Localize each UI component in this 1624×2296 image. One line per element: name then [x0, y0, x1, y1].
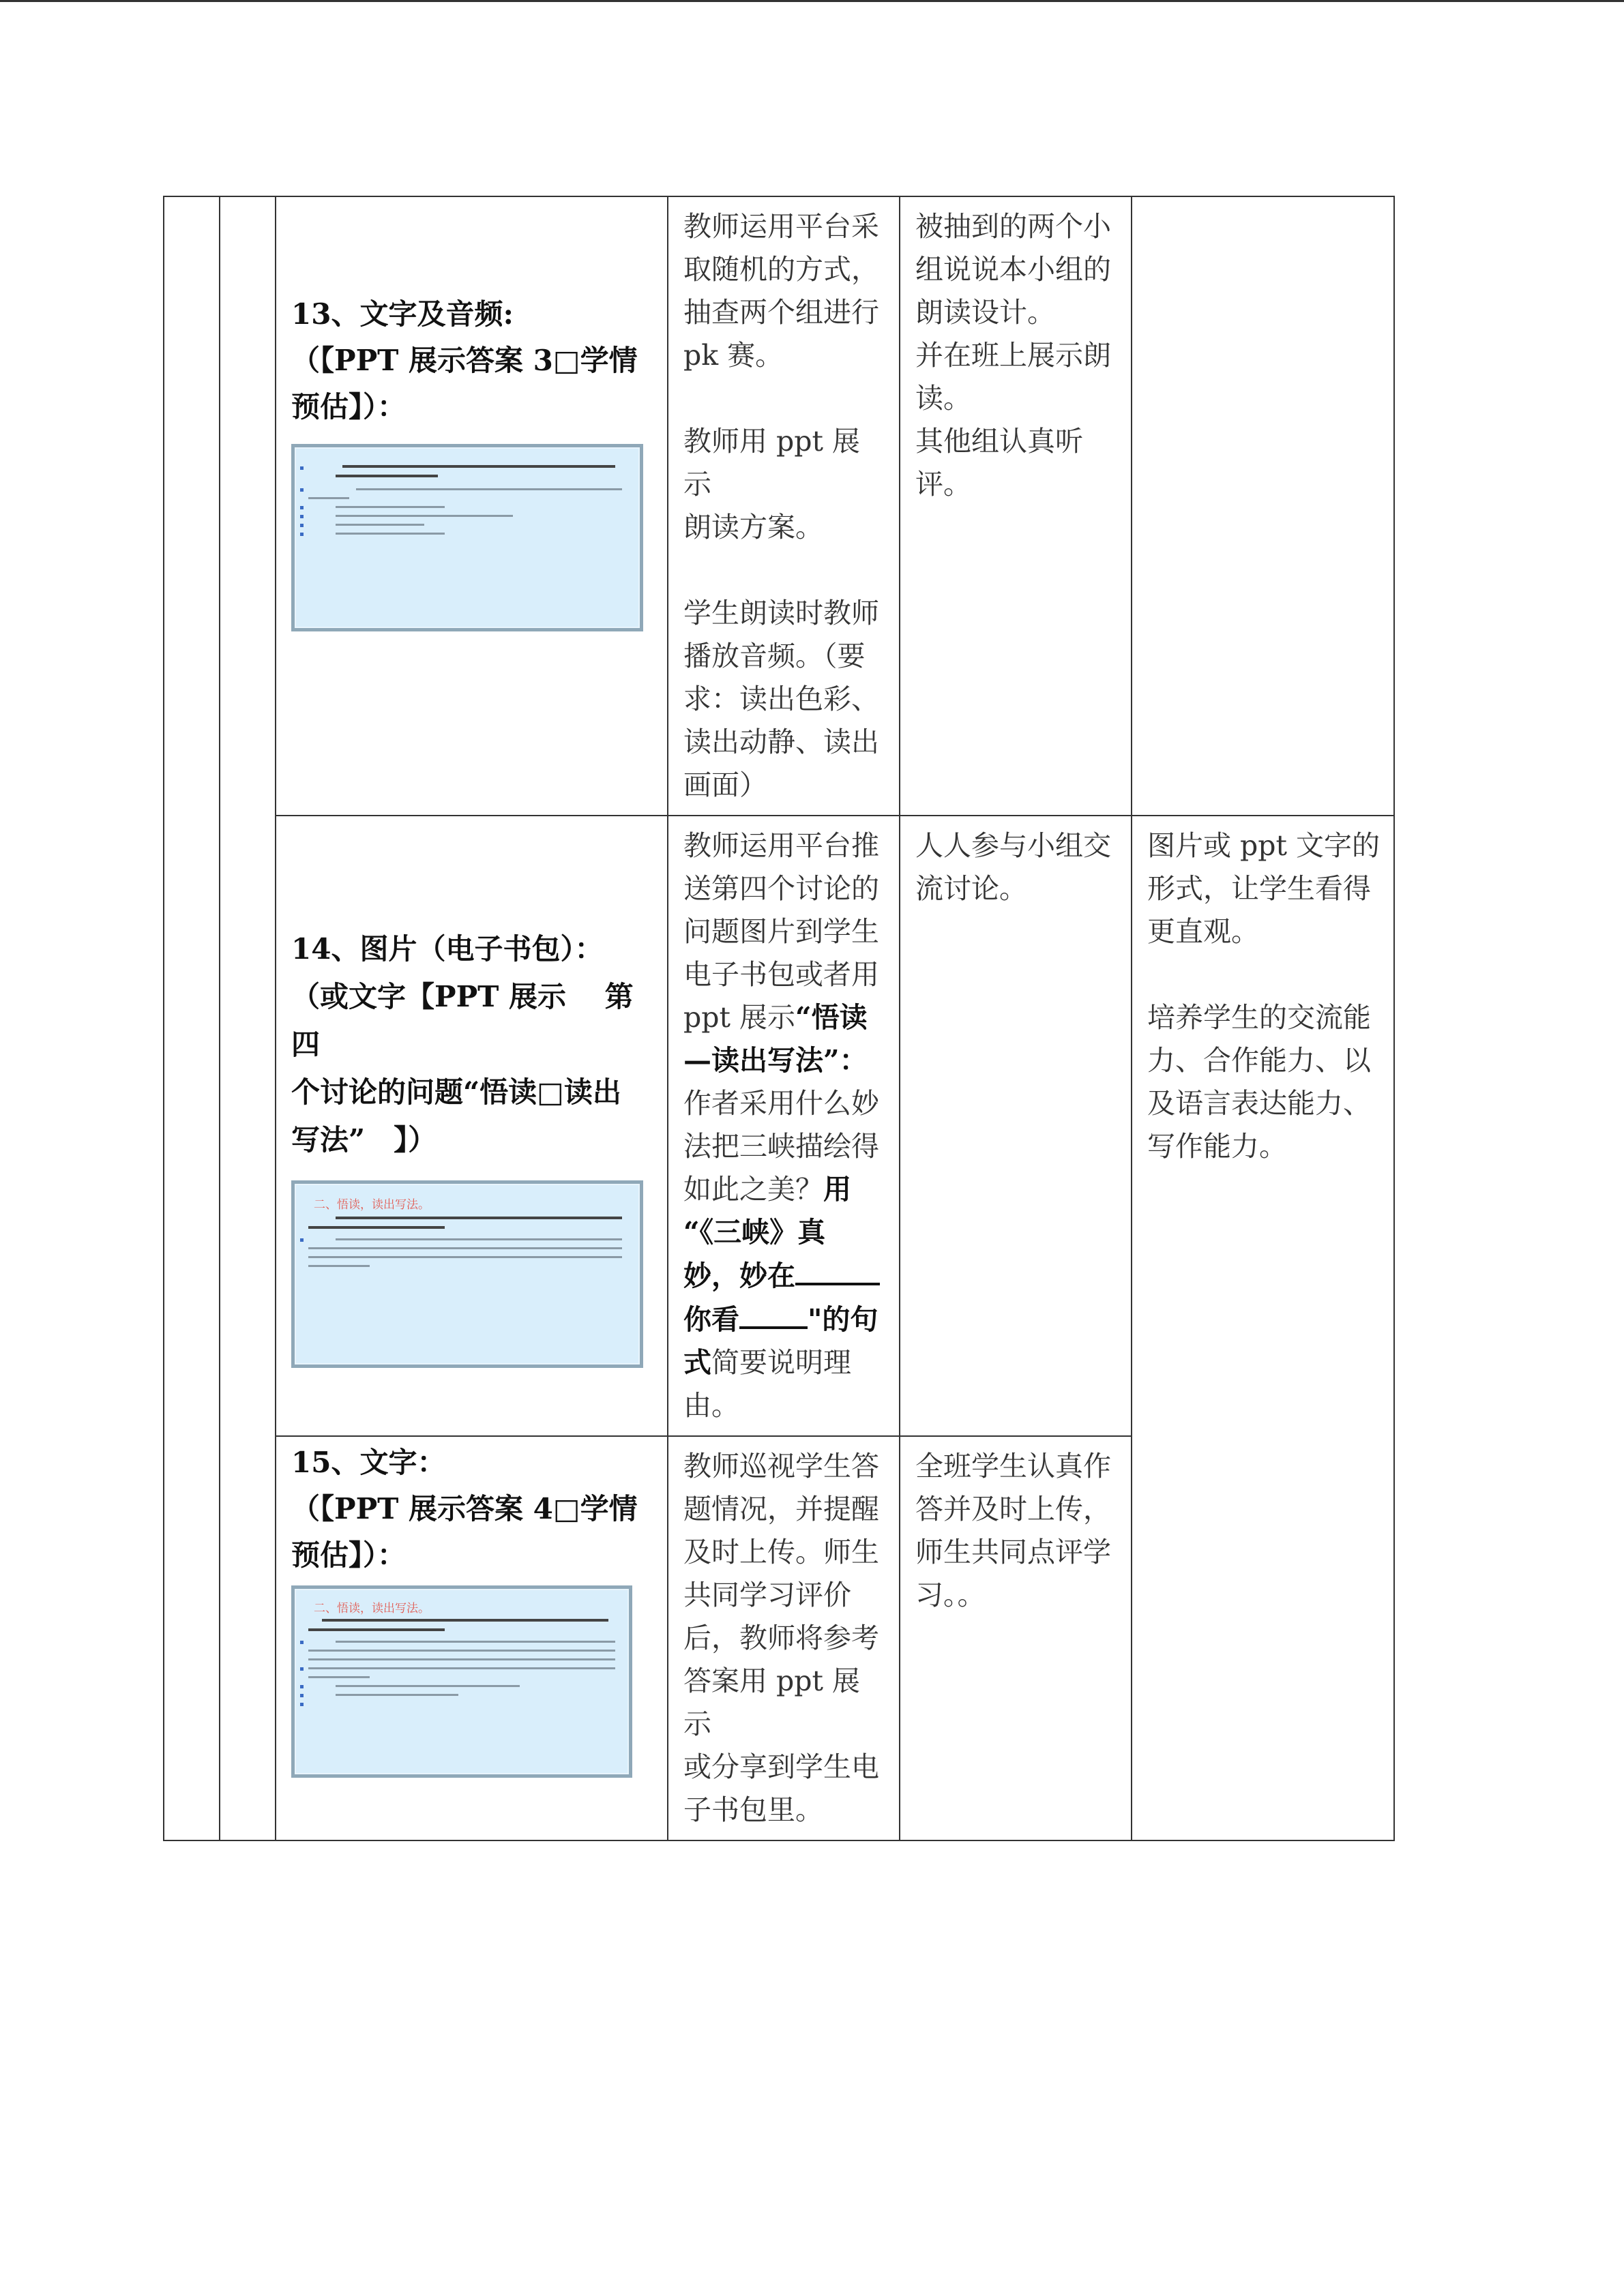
- purpose-cell: 图片或 ppt 文字的 形式，让学生看得 更直观。 培养学生的交流能 力、合作能力、以 及语言表达能力、 写作能力。: [1132, 816, 1394, 1840]
- item-heading: 14、图片（电子书包）： （或文字【PPT 展示 第四 个讨论的问题“悟读□读出 写法” 】）: [291, 932, 634, 1157]
- content-cell: [276, 1436, 668, 1840]
- fill-blank: [739, 1298, 808, 1329]
- teacher-activity-cell: 教师运用平台采 取随机的方式， 抽查两个组进行 pk 赛。 教师用 ppt 展示 朗读方案。 学生朗读时教师 播放音频。（要 求：读出色彩、 读出动静、读出 画面）: [668, 196, 900, 816]
- student-activity-cell: 全班学生认真作 答并及时上传， 师生共同点评学 习。。: [900, 1436, 1132, 1840]
- purpose-cell-empty: [1132, 196, 1394, 816]
- blank-column-2: [220, 196, 276, 1840]
- teacher-activity-cell: 教师巡视学生答 题情况，并提醒 及时上传。师生 共同学习评价 后，教师将参考 答案用 ppt 展示 或分享到学生电 子书包里。: [668, 1436, 900, 1840]
- table-row: [164, 196, 1394, 816]
- blank-column-1: [164, 196, 220, 1840]
- teacher-activity-cell: 教师运用平台推 送第四个讨论的 问题图片到学生 电子书包或者用 ppt 展示“悟读 —读出写法”： 作者采用什么妙 法把三峡描绘得 如此之美？用 “《三峡》真 妙，妙在 你看 "的句 式简要说明理 由。: [668, 816, 900, 1436]
- content-cell: [276, 196, 668, 816]
- slide-thumbnail: 二、悟读，读出写法。: [291, 1585, 632, 1778]
- page-top-border: [0, 0, 1624, 2]
- slide-thumbnail: [291, 444, 643, 631]
- fill-blank: [795, 1254, 880, 1285]
- item-heading: 13、文字及音频: （【PPT 展示答案 3□学情 预估】）：: [291, 297, 638, 423]
- item-heading: 15、文字： （【PPT 展示答案 4□学情 预估】）：: [291, 1446, 638, 1572]
- table-row: [164, 816, 1394, 1436]
- slide-thumbnail: 二、悟读，读出写法。: [291, 1180, 643, 1368]
- student-activity-cell: 被抽到的两个小 组说说本小组的 朗读设计。 并在班上展示朗 读。 其他组认真听 评。: [900, 196, 1132, 816]
- student-activity-cell: 人人参与小组交 流讨论。: [900, 816, 1132, 1436]
- lesson-plan-table: [163, 196, 1395, 1841]
- content-cell: [276, 816, 668, 1436]
